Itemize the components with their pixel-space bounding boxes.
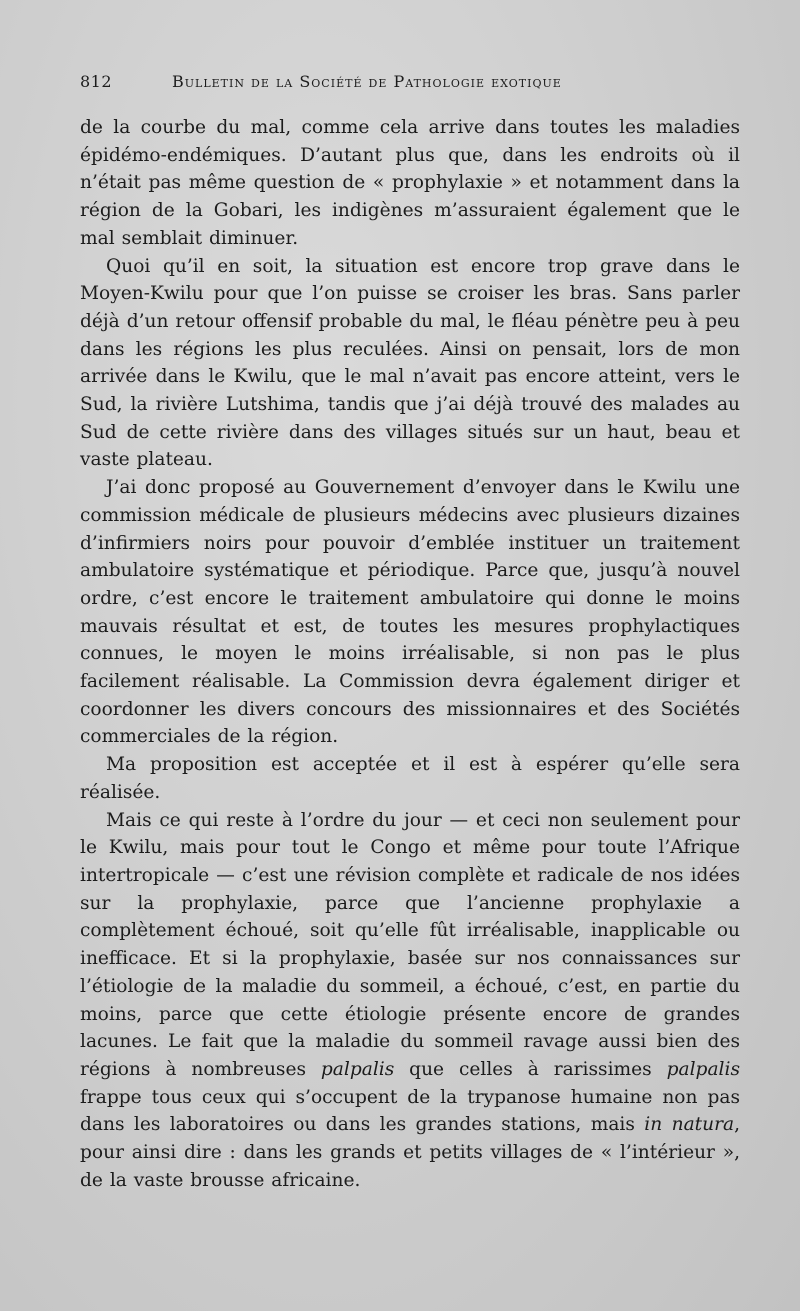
text-segment: Ma proposition est acceptée et il est à espérer qu’elle sera réalisée.	[80, 754, 740, 803]
text-segment: frappe tous ceux qui s’occupent de la trypanose humaine non pas dans les laboratoires ou dans les grandes stations, mais	[80, 1086, 740, 1136]
text-segment: Quoi qu’il en soit, la situation est encore trop grave dans le Moyen-Kwilu pour que l’on puisse se croiser les bras. Sans parler déjà d’un retour offensif probable du mal, le fléau pénètre peu à peu dans les régions les plus reculées. Ainsi on pensait, lors de mon arrivée dans le Kwilu, que le mal n’avait pas encore atteint, vers le Sud, la rivière Lutshima, tandis que j’ai déjà trouvé des malades au Sud de cette rivière dans des villages situés sur un haut, beau et vaste plateau.	[80, 255, 740, 471]
paragraph	[80, 253, 740, 475]
text-segment: , pour ainsi dire : dans les grands et petits villages de « l’intérieur », de la vaste brousse africaine.	[80, 1114, 740, 1191]
text-segment: J’ai donc proposé au Gouvernement d’envoyer dans le Kwilu une commission médicale de plusieurs médecins avec plusieurs dizaines d’infirmiers noirs pour pouvoir d’emblée instituer un traitement ambulatoire systématique et périodique. Parce que, jusqu’à nouvel ordre, c’est encore le traitement ambulatoire qui donne le moins mauvais résultat et est, de toutes les mesures prophylactiques connues, le moyen le moins irréalisable, si non pas le plus facilement réalisable. La Commission devra également diriger et coordonner les divers concours des missionnaires et des Sociétés commerciales de la région.	[80, 477, 740, 748]
text-segment: Mais ce qui reste à l’ordre du jour — et ceci non seulement pour le Kwilu, mais pour tout le Congo et même pour toute l’Afrique intertropicale — c’est une révision complète et radicale de nos idées sur la prophylaxie, parce que l’ancienne prophylaxie a complètement échoué, soit qu’elle fût irréalisable, inapplicable ou inefficace. Et si la prophylaxie, basée sur nos connaissances sur l’étiologie de la maladie du sommeil, a échoué, c’est, en partie du moins, parce que cette étiologie présente encore de grandes lacunes. Le fait que la maladie du sommeil ravage aussi bien des régions à nombreuses	[80, 809, 740, 1080]
page-header	[80, 72, 740, 96]
running-title: Bulletin de la Société de Pathologie exotique	[172, 72, 562, 91]
page-number: 812	[80, 72, 113, 91]
body-text	[80, 114, 740, 1194]
italic-term: in natura	[644, 1114, 735, 1136]
text-segment: de la courbe du mal, comme cela arrive dans toutes les maladies épidémo-endémiques. D’autant plus que, dans les endroits où il n’était pas même question de « prophylaxie » et notamment dans la région de la Gobari, les indigènes m’assuraient également que le mal semblait diminuer.	[80, 117, 740, 249]
paragraph	[80, 807, 740, 1195]
italic-term: palpalis	[320, 1058, 395, 1080]
italic-term: palpalis	[666, 1058, 740, 1080]
paragraph	[80, 114, 740, 253]
text-segment: que celles à rarissimes	[394, 1058, 667, 1080]
paragraph	[80, 474, 740, 751]
paragraph	[80, 751, 740, 806]
